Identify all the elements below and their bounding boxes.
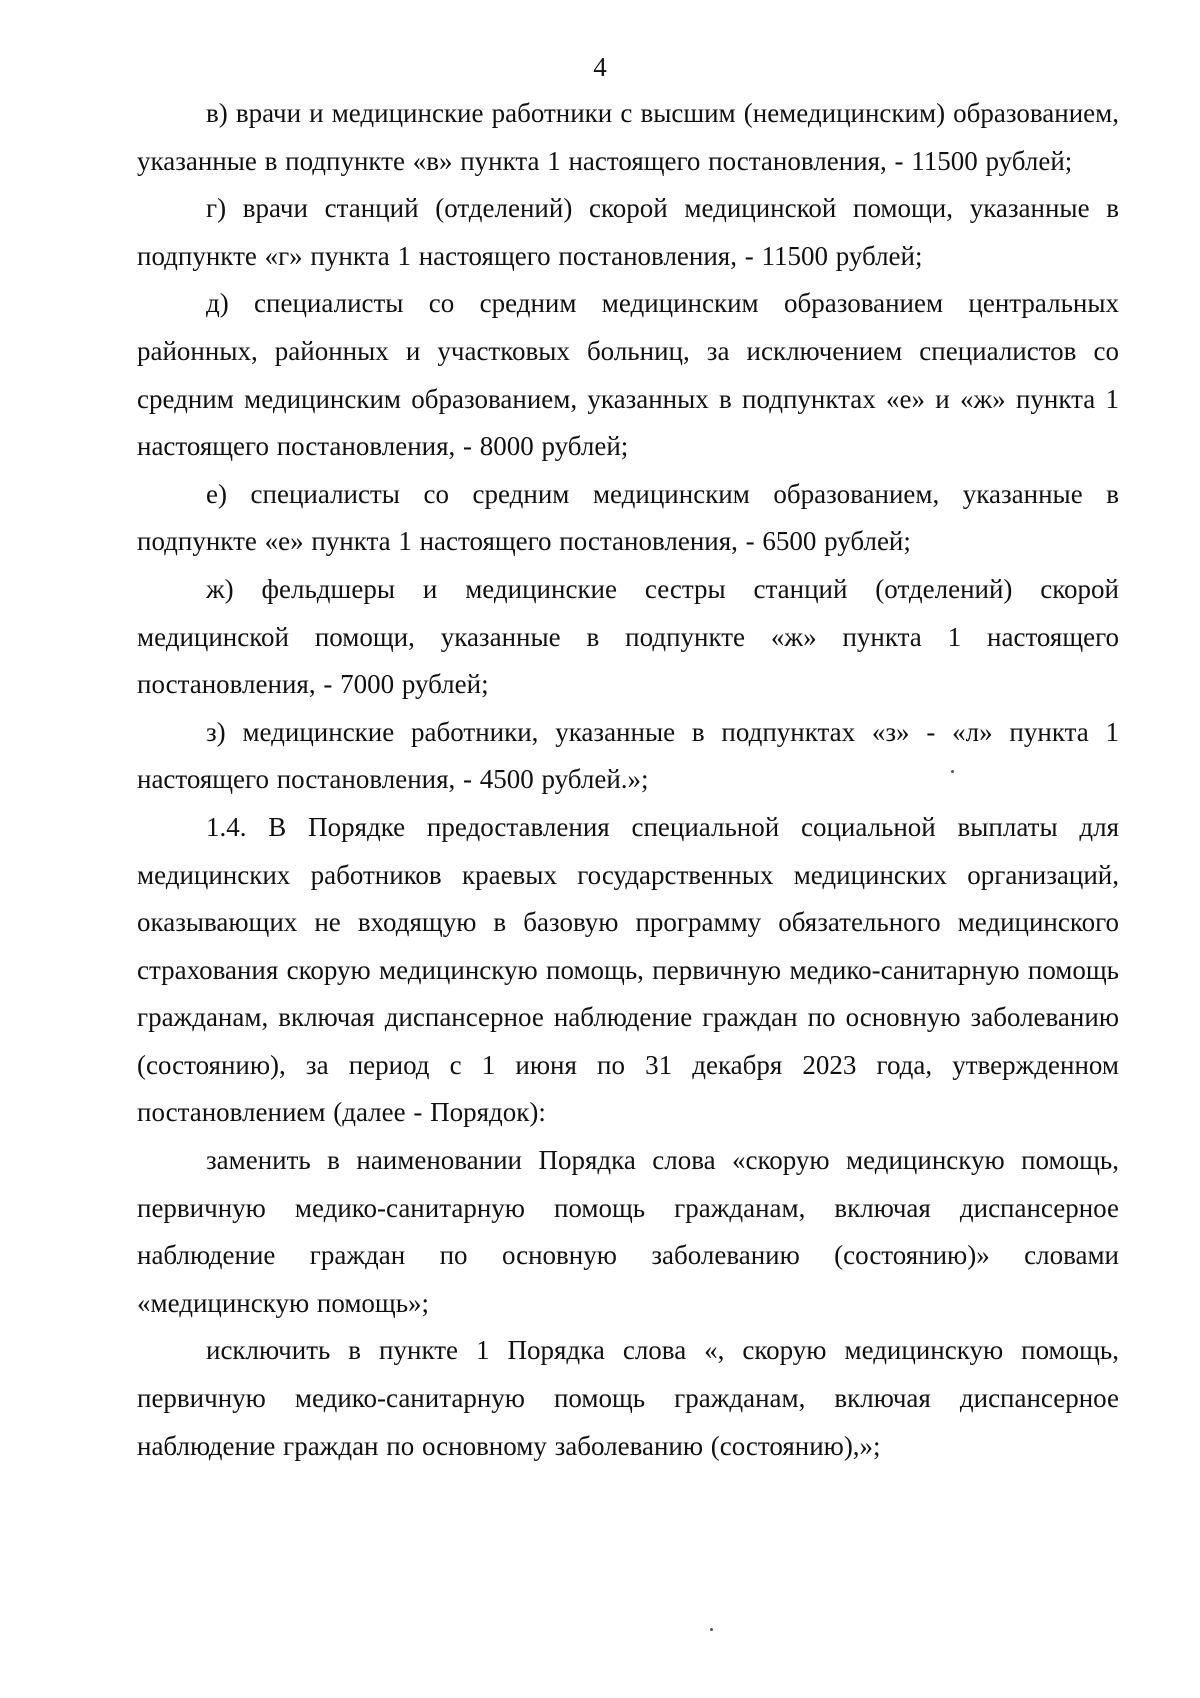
scan-speck (710, 1628, 713, 1631)
paragraph-g: г) врачи станций (отделений) скорой медицинской помощи, указанные в подпункте «г» пункта 1 настоящего постановления, - 11500 рублей; (137, 193, 1119, 271)
page-number: 4 (593, 52, 607, 82)
paragraph-e: е) специалисты со средним медицинским образованием, указанные в подпункте «е» пункта 1 настоящего постановления, - 6500 рублей; (137, 478, 1119, 557)
document-body (137, 90, 1119, 1470)
paragraph-1-4: 1.4. В Порядке предоставления специальной социальной выплаты для медицинских работников краевых государственных медицинских организаций, оказывающих не входящую в базовую программу обязательного медицинского страхования скорую медицинскую помощь, первичную медико-санитарную помощь гражданам, включая диспансерное наблюдение граждан по основную заболеванию (состоянию), за период с 1 июня по 31 декабря 2023 года, утвержденном постановлением (далее - Порядок): (137, 811, 1119, 1128)
paragraph-exclude-point-1: исключить в пункте 1 Порядка слова «, скорую медицинскую помощь, первичную медико-санитарную помощь гражданам, включая диспансерное наблюдение граждан по основному заболеванию (состоянию),»; (137, 1335, 1119, 1461)
paragraph-v: в) врачи и медицинские работники с высшим (немедицинским) образованием, указанные в подпункте «в» пункта 1 настоящего постановления, - 11500 рублей; (137, 98, 1119, 176)
paragraph-zh: ж) фельдшеры и медицинские сестры станций (отделений) скорой медицинской помощи, указанные в подпункте «ж» пункта 1 настоящего постановления, - 7000 рублей; (137, 573, 1119, 700)
scan-speck (951, 770, 954, 773)
paragraph-replace-title: заменить в наименовании Порядка слова «скорую медицинскую помощь, первичную медико-санитарную помощь гражданам, включая диспансерное наблюдение граждан по основную заболеванию (состоянию)» словами «медицинскую помощь»; (137, 1145, 1119, 1318)
paragraph-z: з) медицинские работники, указанные в подпунктах «з» - «л» пункта 1 настоящего постановления, - 4500 рублей.»; (137, 716, 1119, 795)
paragraph-d: д) специалисты со средним медицинским образованием центральных районных, районных и участковых больниц, за исключением специалистов со средним медицинским образованием, указанных в подпунктах «е» и «ж» пункта 1 настоящего постановления, - 8000 рублей; (137, 288, 1119, 462)
